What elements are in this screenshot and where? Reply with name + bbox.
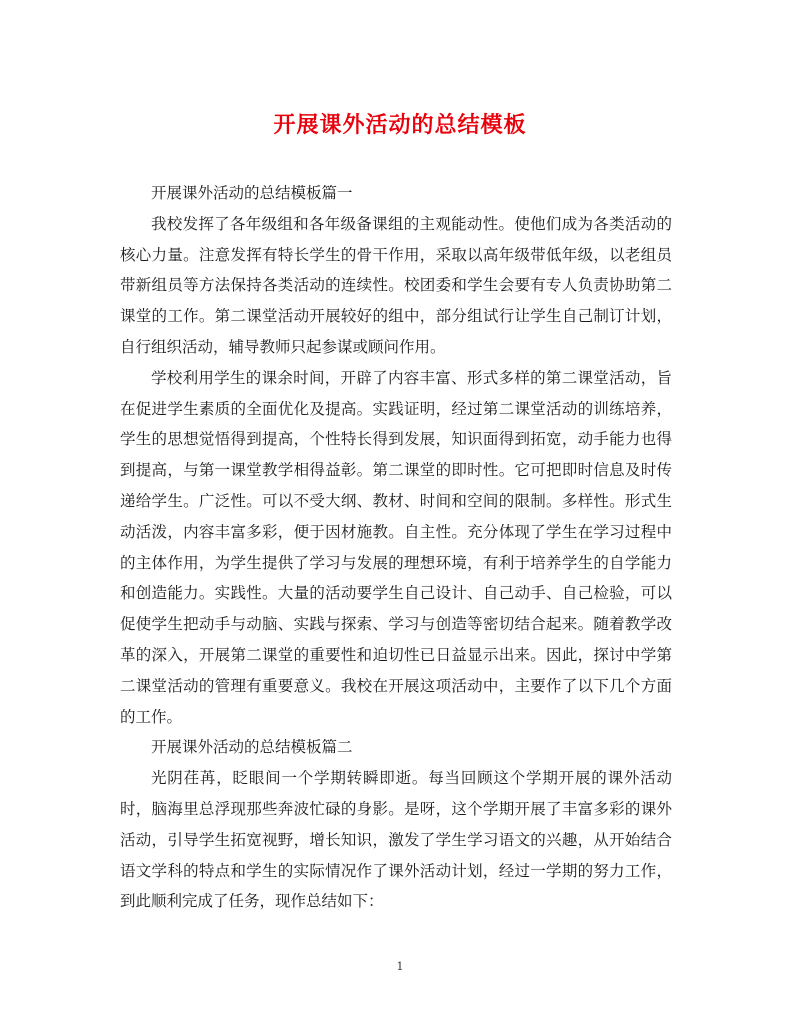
section-heading-2: 开展课外活动的总结模板篇二 xyxy=(151,738,353,757)
paragraph-2: 学校利用学生的课余时间，开辟了内容丰富、形式多样的第二课堂活动，旨在促进学生素质的全面优化及提高。实践证明，经过第二课堂活动的训练培养，学生的思想觉悟得到提高，个性特长得到发展，知识面得到拓宽，动手能力也得到提高，与第一课堂教学相得益彰。第二课堂的即时性。它可把即时信息及时传递给学生。广泛性。可以不受大纲、教材、时间和空间的限制。多样性。形式生动活泼，内容丰富多彩，便于因材施教。自主性。充分体现了学生在学习过程中的主体作用，为学生提供了学习与发展的理想环境，有利于培养学生的自学能力和创造能力。实践性。大量的活动要学生自己设计、自己动手、自己检验，可以促使学生把动手与动脑、实践与探索、学习与创造等密切结合起来。随着教学改革的深入，开展第二课堂的重要性和迫切性已日益显示出来。因此，探讨中学第二课堂活动的管理有重要意义。我校在开展这项活动中，主要作了以下几个方面的工作。 xyxy=(120,368,672,726)
paragraph-3: 光阴荏苒，眨眼间一个学期转瞬即逝。每当回顾这个学期开展的课外活动时，脑海里总浮现那些奔波忙碌的身影。是呀，这个学期开展了丰富多彩的课外活动，引导学生拓宽视野，增长知识，激发了学生学习语文的兴趣，从开始结合语文学科的特点和学生的实际情况作了课外活动计划，经过一学期的努力工作，到此顺利完成了任务，现作总结如下： xyxy=(120,769,672,911)
page-number: 1 xyxy=(396,960,404,973)
section-heading-1: 开展课外活动的总结模板篇一 xyxy=(151,184,353,202)
paragraph-1: 我校发挥了各年级组和各年级备课组的主观能动性。使他们成为各类活动的核心力量。注意发挥有特长学生的骨干作用，采取以高年级带低年级，以老组员带新组员等方法保持各类活动的连续性。校团委和学生会要有专人负责协助第二课堂的工作。第二课堂活动开展较好的组中，部分组试行让学生自己制订计划，自行组织活动，辅导教师只起参谋或顾问作用。 xyxy=(120,214,672,356)
document-body xyxy=(120,178,672,917)
document-title: 开展课外活动的总结模板 xyxy=(273,113,527,138)
